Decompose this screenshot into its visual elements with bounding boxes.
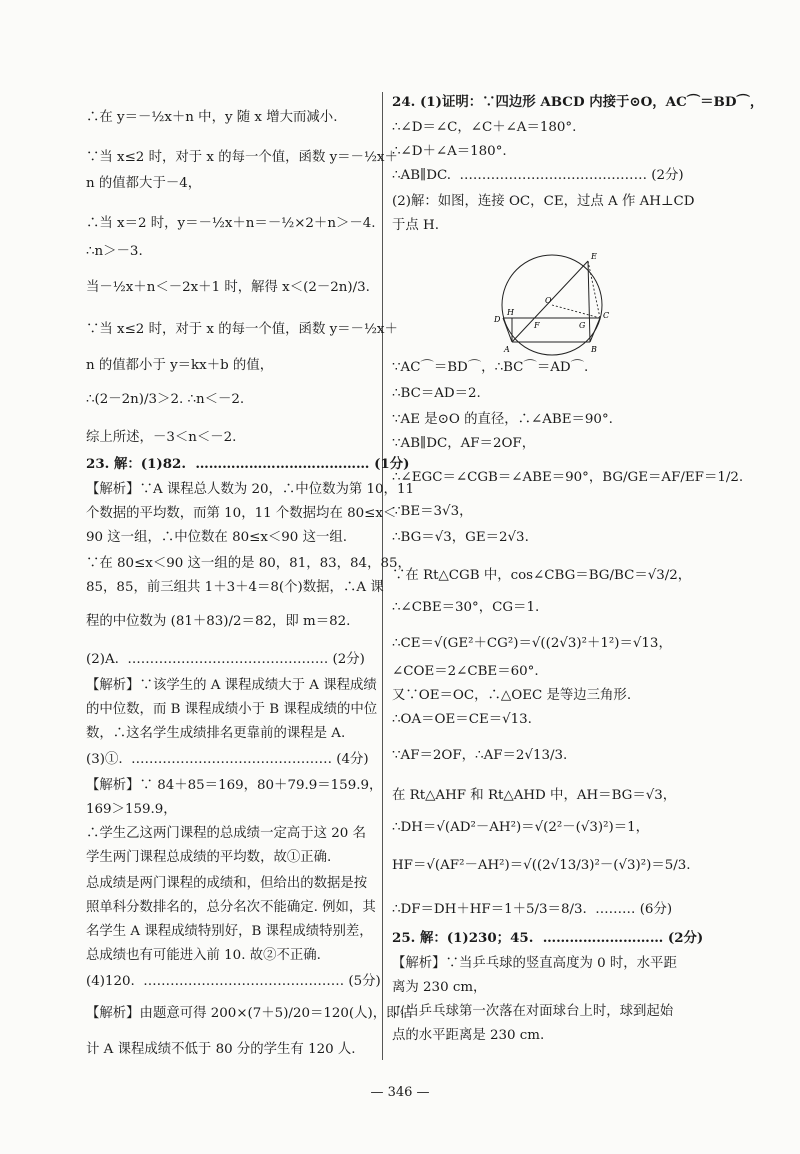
right-column-line: ∴∠CBE＝30°，CG＝1. xyxy=(392,600,540,615)
right-column-line: ∴BG＝√3，GE＝2√3. xyxy=(392,530,529,545)
label-g: G xyxy=(579,321,586,330)
right-column-line: (2)解：如图，连接 OC，CE，过点 A 作 AH⊥CD xyxy=(392,194,695,209)
left-column-line: 照单科分数排名的，总分名次不能确定. 例如，其 xyxy=(86,900,376,915)
left-column-line: 【解析】由题意可得 200×(7＋5)/20＝120(人)，即估 xyxy=(86,1006,413,1021)
left-column-line: ∴学生乙这两门课程的总成绩一定高于这 20 名 xyxy=(86,826,366,841)
left-column-line: 85，85，前三组共 1＋3＋4＝8(个)数据，∴A 课 xyxy=(86,580,384,595)
right-column-line: ∵AC⌒＝BD⌒，∴BC⌒＝AD⌒. xyxy=(392,360,589,375)
left-column-line: 169＞159.9， xyxy=(86,802,177,817)
right-column-line: 又∵OE＝OC，∴△OEC 是等边三角形. xyxy=(392,688,632,703)
left-column-line: 【解析】∵ 84＋85＝169，80＋79.9＝159.9， xyxy=(86,778,383,793)
left-column-line: ∴在 y＝－½x＋n 中，y 随 x 增大而减小. xyxy=(86,110,338,125)
right-column-line: ∴OA＝OE＝CE＝√13. xyxy=(392,712,532,727)
right-column-line: 24. (1)证明：∵四边形 ABCD 内接于⊙O，AC⌒＝BD⌒， xyxy=(392,94,764,110)
left-column-line: n 的值都大于－4， xyxy=(86,176,202,191)
right-column-line: 离为 230 cm， xyxy=(392,980,487,995)
right-column-line: ∴AB∥DC. …………………………………… (2分) xyxy=(392,168,684,183)
right-column-line: ∴BC＝AD＝2. xyxy=(392,386,481,401)
label-a: A xyxy=(504,345,510,354)
column-divider xyxy=(382,92,383,1060)
right-column-line: ∴∠D＝∠C，∠C＋∠A＝180°. xyxy=(392,120,577,135)
right-column-line: ∴DF＝DH＋HF＝1＋5/3＝8/3. ……… (6分) xyxy=(392,902,673,917)
left-column-line: 23. 解：(1)82. ………………………………… (1分) xyxy=(86,456,410,472)
right-column-line: 于点 H. xyxy=(392,218,439,233)
left-column-line: n 的值都小于 y＝kx＋b 的值， xyxy=(86,358,274,373)
right-column-line: ∴CE＝√(GE²＋CG²)＝√((2√3)²＋1²)＝√13， xyxy=(392,636,672,651)
left-column-line: 【解析】∵该学生的 A 课程成绩大于 A 课程成绩 xyxy=(86,678,377,693)
page-number: — 346 — xyxy=(370,1085,430,1100)
right-column-line: 在 Rt△AHF 和 Rt△AHD 中，AH＝BG＝√3， xyxy=(392,788,677,803)
left-column-line: (3)①. ……………………………………… (4分) xyxy=(86,752,369,767)
left-column-line: 数，∴这名学生成绩排名更靠前的课程是 A. xyxy=(86,726,346,741)
left-column-line: 名学生 A 课程成绩特别好，B 课程成绩特别差， xyxy=(86,924,373,939)
right-column-line: ∵AE 是⊙O 的直径，∴∠ABE＝90°. xyxy=(392,412,613,427)
right-column-line: HF＝√(AF²－AH²)＝√((2√13/3)²－(√3)²)＝5/3. xyxy=(392,858,691,873)
left-column-line: 当－½x＋n＜－2x＋1 时，解得 x＜(2－2n)/3. xyxy=(86,280,370,295)
left-column-line: ∴n＞－3. xyxy=(86,244,143,259)
left-column-line: ∴(2－2n)/3＞2. ∴n＜－2. xyxy=(86,392,245,407)
segment-be xyxy=(588,261,590,342)
right-column-line: ∵AB∥DC，AF＝2OF， xyxy=(392,436,536,451)
left-column-line: 【解析】∵A 课程总人数为 20，∴中位数为第 10，11 xyxy=(86,482,414,497)
left-column-line: 总成绩是两门课程的成绩和，但给出的数据是按 xyxy=(86,876,368,891)
left-column-line: 综上所述，－3＜n＜－2. xyxy=(86,430,237,445)
left-column-line: 个数据的平均数，而第 10，11 个数据均在 80≤x＜ xyxy=(86,506,397,521)
segment-ce xyxy=(588,261,600,318)
label-b: B xyxy=(591,345,597,354)
right-column-line: ∠COE＝2∠CBE＝60°. xyxy=(392,664,539,679)
label-h: H xyxy=(507,308,514,317)
right-column-line: ∴∠D＋∠A＝180°. xyxy=(392,144,507,159)
right-column-line: ∴DH＝√(AD²－AH²)＝√(2²－(√3)²)＝1， xyxy=(392,820,650,835)
left-column-line: ∴当 x＝2 时，y＝－½x＋n＝－½×2＋n＞－4. xyxy=(86,216,376,231)
left-column-line: 的中位数，而 B 课程成绩小于 B 课程成绩的中位 xyxy=(86,702,378,717)
right-column-line: 25. 解：(1)230；45. ……………………… (2分) xyxy=(392,930,704,946)
left-column-line: ∵在 80≤x＜90 这一组的是 80，81，83，84，85， xyxy=(86,556,411,571)
right-column-line: ∵BE＝3√3， xyxy=(392,504,473,519)
segment-bc xyxy=(590,318,600,342)
right-column-line: 【解析】∵当乒乓球的竖直高度为 0 时，水平距 xyxy=(392,956,677,971)
label-f: F xyxy=(534,321,540,330)
right-column-line: ∴∠EGC＝∠CGB＝∠ABE＝90°，BG/GE＝AF/EF＝1/2. xyxy=(392,470,744,485)
label-d: D xyxy=(494,315,501,324)
segment-ad xyxy=(503,318,512,342)
label-e: E xyxy=(591,252,597,261)
geometry-figure xyxy=(490,250,620,360)
right-column-line: 点的水平距离是 230 cm. xyxy=(392,1028,545,1043)
left-column-line: ∵当 x≤2 时，对于 x 的每一个值，函数 y＝－½x＋ xyxy=(86,150,398,165)
left-column-line: ∵当 x≤2 时，对于 x 的每一个值，函数 y＝－½x＋ xyxy=(86,322,398,337)
left-column-line: 90 这一组，∴中位数在 80≤x＜90 这一组. xyxy=(86,530,347,545)
right-column-line: ∴当乒乓球第一次落在对面球台上时，球到起始 xyxy=(392,1004,674,1019)
right-column-line: ∵在 Rt△CGB 中，cos∠CBG＝BG/BC＝√3/2， xyxy=(392,568,692,583)
left-column-line: 程的中位数为 (81＋83)/2＝82，即 m＝82. xyxy=(86,614,351,629)
left-column-line: (4)120. ……………………………………… (5分) xyxy=(86,974,381,989)
left-column-line: 计 A 课程成绩不低于 80 分的学生有 120 人. xyxy=(86,1042,356,1057)
label-c: C xyxy=(603,311,610,320)
right-column-line: ∵AF＝2OF，∴AF＝2√13/3. xyxy=(392,748,568,763)
left-column-line: 总成绩也有可能进入前 10. 故②不正确. xyxy=(86,948,321,963)
segment-oc xyxy=(552,305,600,318)
left-column-line: 学生两门课程总成绩的平均数，故①正确. xyxy=(86,850,332,865)
label-o: O xyxy=(545,296,552,305)
left-column-line: (2)A. ……………………………………… (2分) xyxy=(86,652,365,667)
